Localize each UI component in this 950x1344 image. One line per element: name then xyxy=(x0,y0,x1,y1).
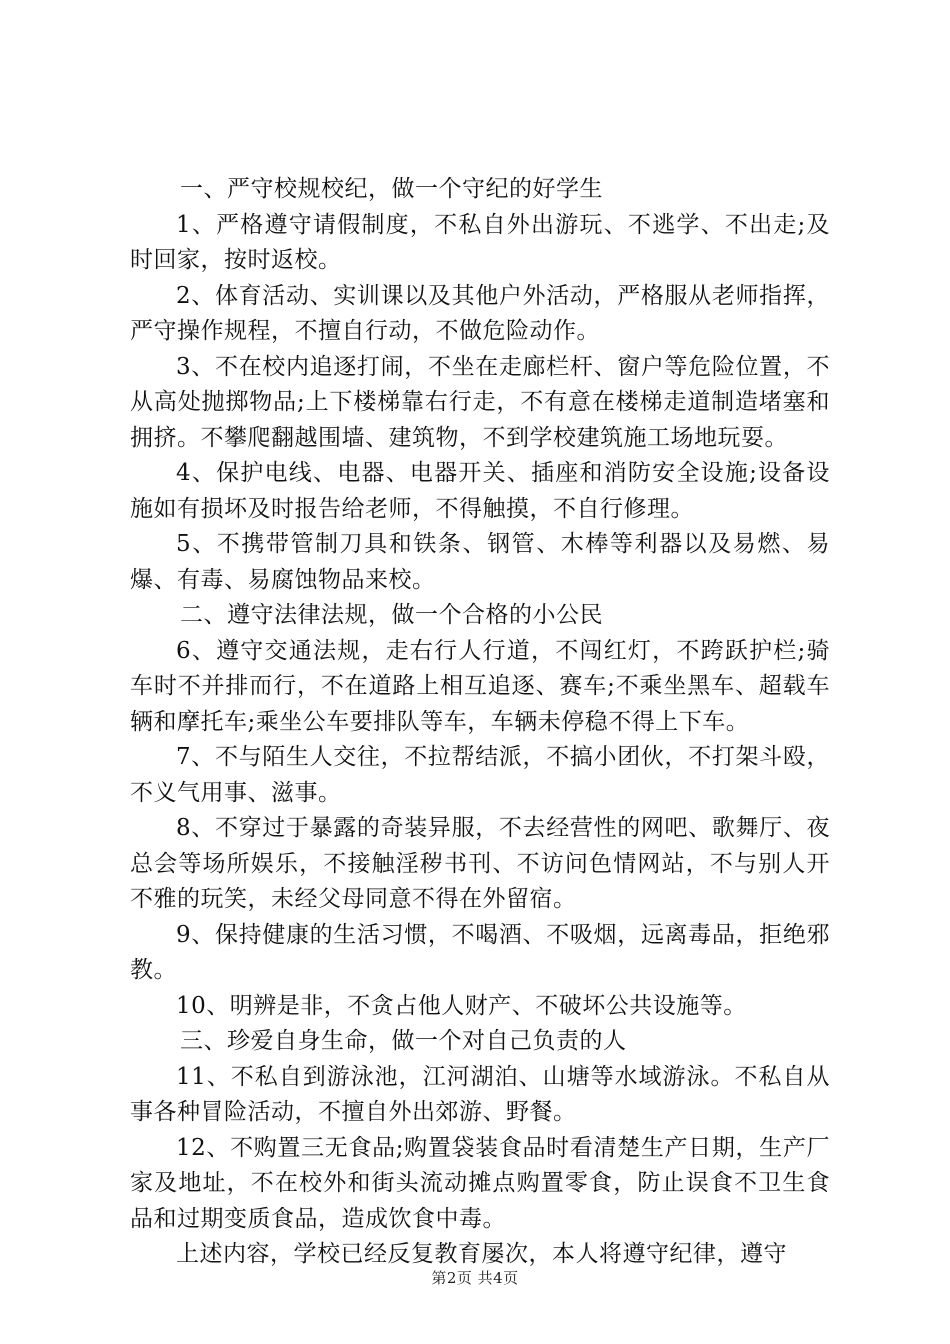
paragraph-item-4: 4、保护电线、电器、电器开关、插座和消防安全设施;设备设施如有损坏及时报告给老师，不得触摸，不自行修理。 xyxy=(130,460,830,522)
paragraph-item-3: 3、不在校内追逐打闹，不坐在走廊栏杆、窗户等危险位置，不从高处抛掷物品;上下楼梯靠右行走，不有意在楼梯走道制造堵塞和拥挤。不攀爬翻越围墙、建筑物，不到学校建筑施工场地玩耍。 xyxy=(130,353,830,451)
section-heading-3: 三、珍爱自身生命，做一个对自己负责的人 xyxy=(180,1028,627,1054)
paragraph-item-2: 2、体育活动、实训课以及其他户外活动，严格服从老师指挥，严守操作规程，不擅自行动，不做危险动作。 xyxy=(130,282,830,344)
paragraph-item-7: 7、不与陌生人交往，不拉帮结派，不搞小团伙，不打架斗殴，不义气用事、滋事。 xyxy=(130,744,830,806)
document-body xyxy=(130,172,830,1273)
paragraph-item-1: 1、严格遵守请假制度，不私自外出游玩、不逃学、不出走;及时回家，按时返校。 xyxy=(130,211,830,273)
paragraph-item-5: 5、不携带管制刀具和铁条、钢管、木棒等利器以及易燃、易爆、有毒、易腐蚀物品来校。 xyxy=(130,531,830,593)
paragraph-item-8: 8、不穿过于暴露的奇装异服，不去经营性的网吧、歌舞厅、夜总会等场所娱乐，不接触淫秽书刊、不访问色情网站，不与别人开不雅的玩笑，未经父母同意不得在外留宿。 xyxy=(130,815,830,912)
page-number-footer: 第2页 共4页 xyxy=(431,1269,519,1287)
section-heading-1: 一、严守校规校纪，做一个守纪的好学生 xyxy=(180,176,603,202)
paragraph-item-10: 10、明辨是非，不贪占他人财产、不破坏公共设施等。 xyxy=(176,992,747,1019)
paragraph-item-9: 9、保持健康的生活习惯，不喝酒、不吸烟，远离毒品，拒绝邪教。 xyxy=(130,921,830,983)
paragraph-item-12: 12、不购置三无食品;购置袋装食品时看清楚生产日期，生产厂家及地址，不在校外和街头流动摊点购置零食，防止误食不卫生食品和过期变质食品，造成饮食中毒。 xyxy=(130,1134,830,1232)
paragraph-closing: 上述内容，学校已经反复教育屡次，本人将遵守纪律，遵守 xyxy=(176,1241,787,1267)
paragraph-item-6: 6、遵守交通法规，走右行人行道，不闯红灯，不跨跃护栏;骑车时不并排而行，不在道路上相互追逐、赛车;不乘坐黑车、超载车辆和摩托车;乘坐公车要排队等车，车辆未停稳不得上下车。 xyxy=(130,637,830,735)
section-heading-2: 二、遵守法律法规，做一个合格的小公民 xyxy=(180,602,603,628)
paragraph-item-11: 11、不私自到游泳池，江河湖泊、山塘等水域游泳。不私自从事各种冒险活动，不擅自外出郊游、野餐。 xyxy=(130,1063,830,1125)
